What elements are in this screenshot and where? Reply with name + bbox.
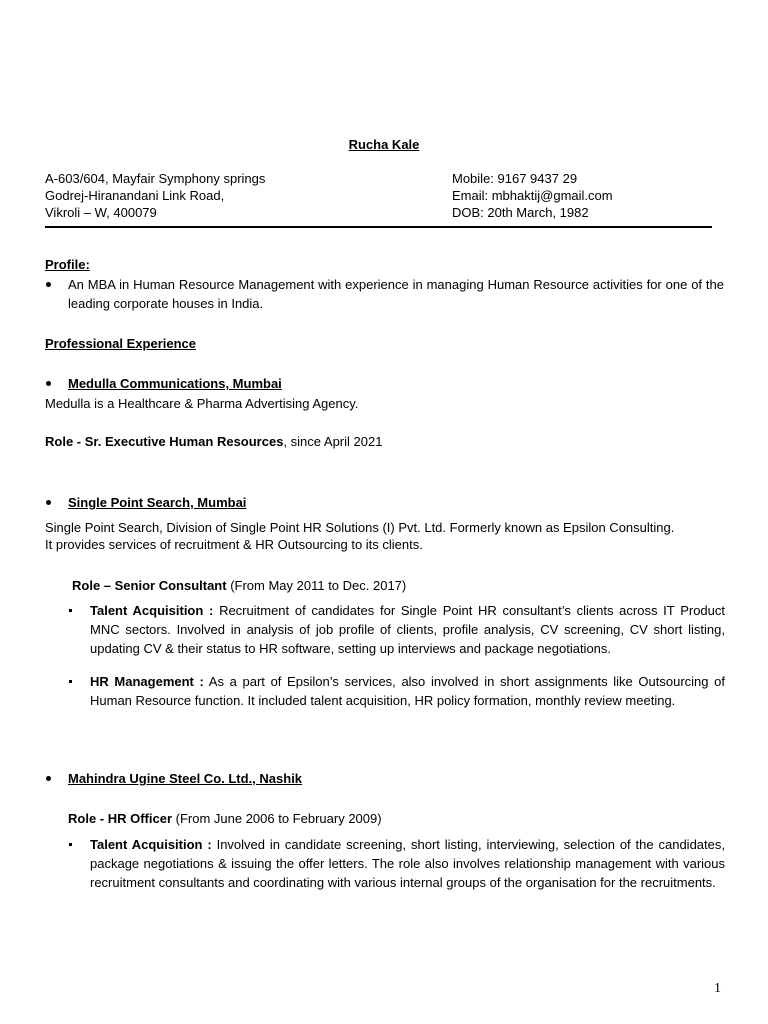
page-number: 1: [714, 981, 721, 996]
bullet-icon: [46, 381, 51, 386]
bullet-icon: [46, 500, 51, 505]
company-description-line-2: It provides services of recruitment & HR Outsourcing to its clients.: [45, 537, 423, 552]
company-description: Medulla is a Healthcare & Pharma Advertising Agency.: [45, 396, 359, 411]
responsibility-title: HR Management :: [90, 674, 204, 689]
dob: DOB: 20th March, 1982: [452, 205, 589, 220]
role-title: Role - HR Officer: [68, 811, 173, 826]
address-line-2: Godrej-Hiranandani Link Road,: [45, 188, 225, 203]
header-divider: [45, 226, 712, 228]
role-line: [72, 576, 406, 595]
bullet-icon: [46, 776, 51, 781]
role-line: [45, 432, 382, 451]
responsibility-title: Talent Acquisition :: [90, 837, 212, 852]
role-title: Role – Senior Consultant: [72, 578, 227, 593]
role-period: , since April 2021: [283, 434, 383, 449]
mobile: Mobile: 9167 9437 29: [452, 171, 578, 186]
square-bullet-icon: [69, 680, 72, 683]
responsibility-text: Recruitment of candidates for Single Point HR consultant’s clients across IT Product MNC sectors. Involved in analysis of job profile of clients, profile analysis, CV screening, CV short listing, updating CV & their status to HR software, setting up interviews and package negotiations.: [90, 603, 725, 656]
email: Email: mbhaktij@gmail.com: [452, 188, 613, 203]
responsibility-item: [90, 601, 725, 658]
role-line: [68, 809, 382, 828]
responsibility-title: Talent Acquisition :: [90, 603, 214, 618]
address-line-3: Vikroli – W, 400079: [45, 205, 157, 220]
square-bullet-icon: [69, 843, 72, 846]
responsibility-item: [90, 835, 725, 892]
company-name: Medulla Communications, Mumbai: [68, 376, 282, 391]
role-period: (From June 2006 to February 2009): [172, 811, 382, 826]
responsibility-text: As a part of Epsilon’s services, also involved in short assignments like Outsourcing of Human Resource function. It included talent acquisition, HR policy formation, monthly review meeting.: [90, 674, 725, 708]
company-description-line-1: Single Point Search, Division of Single Point HR Solutions (I) Pvt. Ltd. Formerly known as Epsilon Consulting.: [45, 520, 675, 535]
experience-heading: Professional Experience: [45, 336, 197, 351]
candidate-name: Rucha Kale: [348, 137, 420, 152]
responsibility-text: Involved in candidate screening, short listing, interviewing, selection of the candidates, package negotiations & issuing the offer letters. The role also involves relationship management with various recruitment consultants and coordinating with various internal groups of the organisation for the recruitments.: [90, 837, 725, 890]
bullet-icon: [46, 282, 51, 287]
profile-summary: An MBA in Human Resource Management with experience in managing Human Resource activities for one of the leading corporate houses in India.: [68, 277, 724, 311]
company-name: Mahindra Ugine Steel Co. Ltd., Nashik: [68, 771, 303, 786]
square-bullet-icon: [69, 609, 72, 612]
address-line-1: A-603/604, Mayfair Symphony springs: [45, 171, 266, 186]
role-title: Role - Sr. Executive Human Resources: [45, 434, 284, 449]
company-name: Single Point Search, Mumbai: [68, 495, 247, 510]
profile-heading: Profile:: [45, 257, 90, 272]
responsibility-item: [90, 672, 725, 710]
role-period: (From May 2011 to Dec. 2017): [226, 578, 407, 593]
